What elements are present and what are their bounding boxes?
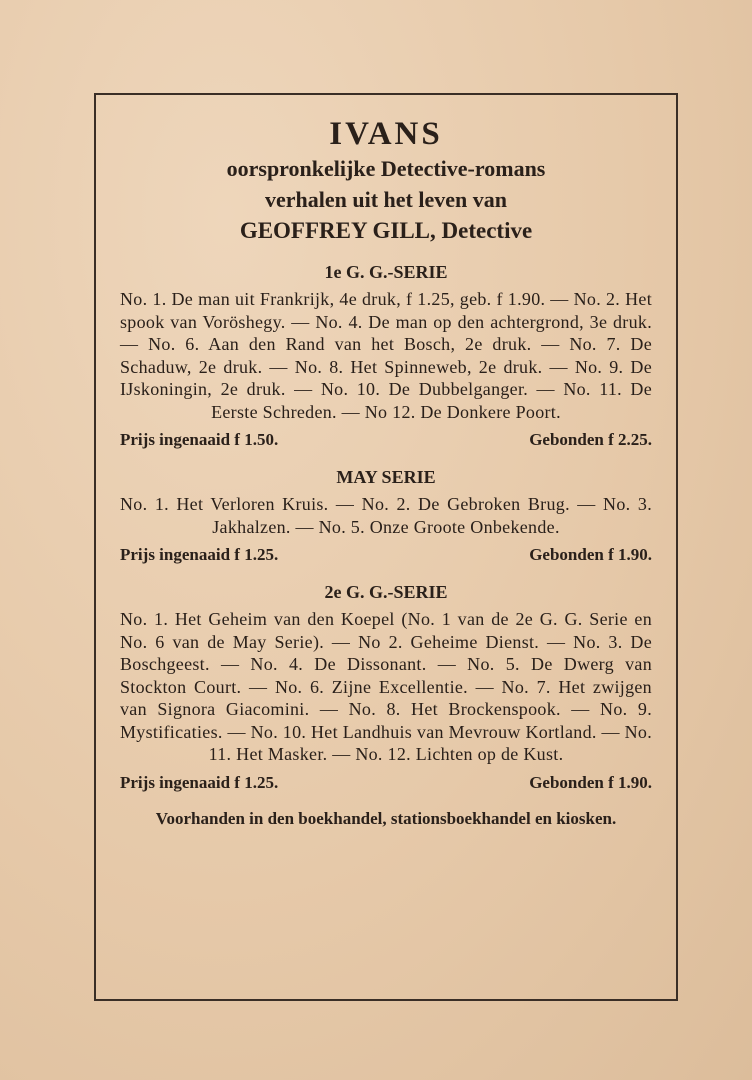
price-row [120, 772, 652, 794]
publisher-title: IVANS [329, 116, 443, 152]
series-heading: MAY SERIE [336, 467, 436, 487]
subtitle-line-3: GEOFFREY GILL, Detective [239, 218, 533, 243]
price-row [120, 429, 652, 451]
series-list: No. 1. Het Verloren Kruis. — No. 2. De Gebroken Brug. — No. 3. Jakhalzen. — No. 5. Onze Groote Onbekende. [120, 494, 652, 537]
price-bound: Gebonden f 1.90. [529, 772, 652, 792]
price-row [120, 544, 652, 566]
advertisement-frame [94, 93, 678, 1001]
series-list: No. 1. Het Geheim van den Koepel (No. 1 van de 2e G. G. Serie en No. 6 van de May Serie). — No 2. Geheime Dienst. — No. 3. De Boschgeest. — No. 4. De Dissonant. — No. 5. De Dwerg van Stockton Court. — No. 6. Zijne Excellentie. — No. 7. Het zwijgen van Signora Giacomini. — No. 8. Het Brockenspook. — No. 9. Mystificaties. — No. 10. Het Landhuis van Mevrouw Kortland. — No. 11. Het Masker. — No. 12. Lichten op de Kust. [120, 609, 652, 764]
price-paperback: Prijs ingenaaid f 1.25. [120, 772, 279, 792]
series-heading: 1e G. G.-SERIE [324, 262, 448, 282]
series-section-2 [120, 465, 652, 566]
price-paperback: Prijs ingenaaid f 1.50. [120, 430, 279, 449]
subtitle-line-1: oorspronkelijke Detective-romans [226, 156, 546, 181]
advertisement-content [120, 115, 652, 830]
series-section-1 [120, 260, 652, 451]
series-heading: 2e G. G.-SERIE [324, 582, 448, 602]
series-section-3 [120, 580, 652, 794]
price-bound: Gebonden f 1.90. [529, 545, 652, 564]
price-bound: Gebonden f 2.25. [529, 430, 652, 449]
series-list: No. 1. De man uit Frankrijk, 4e druk, f 1.25, geb. f 1.90. — No. 2. Het spook van Voröshegy. — No. 4. De man op den achtergrond, 3e druk. — No. 6. Aan den Rand van het Bosch, 2e druk. — No. 7. De Schaduw, 2e druk. — No. 8. Het Spinneweb, 2e druk. — No. 9. De IJskoningin, 2e druk. — No. 10. De Dubbelganger. — No. 11. De Eerste Schreden. — No 12. De Donkere Poort. [120, 289, 652, 422]
availability-note: Voorhanden in den boekhandel, stationsboekhandel en kiosken. [155, 808, 617, 828]
price-paperback: Prijs ingenaaid f 1.25. [120, 545, 279, 564]
subtitle-line-2: verhalen uit het leven van [265, 187, 507, 212]
